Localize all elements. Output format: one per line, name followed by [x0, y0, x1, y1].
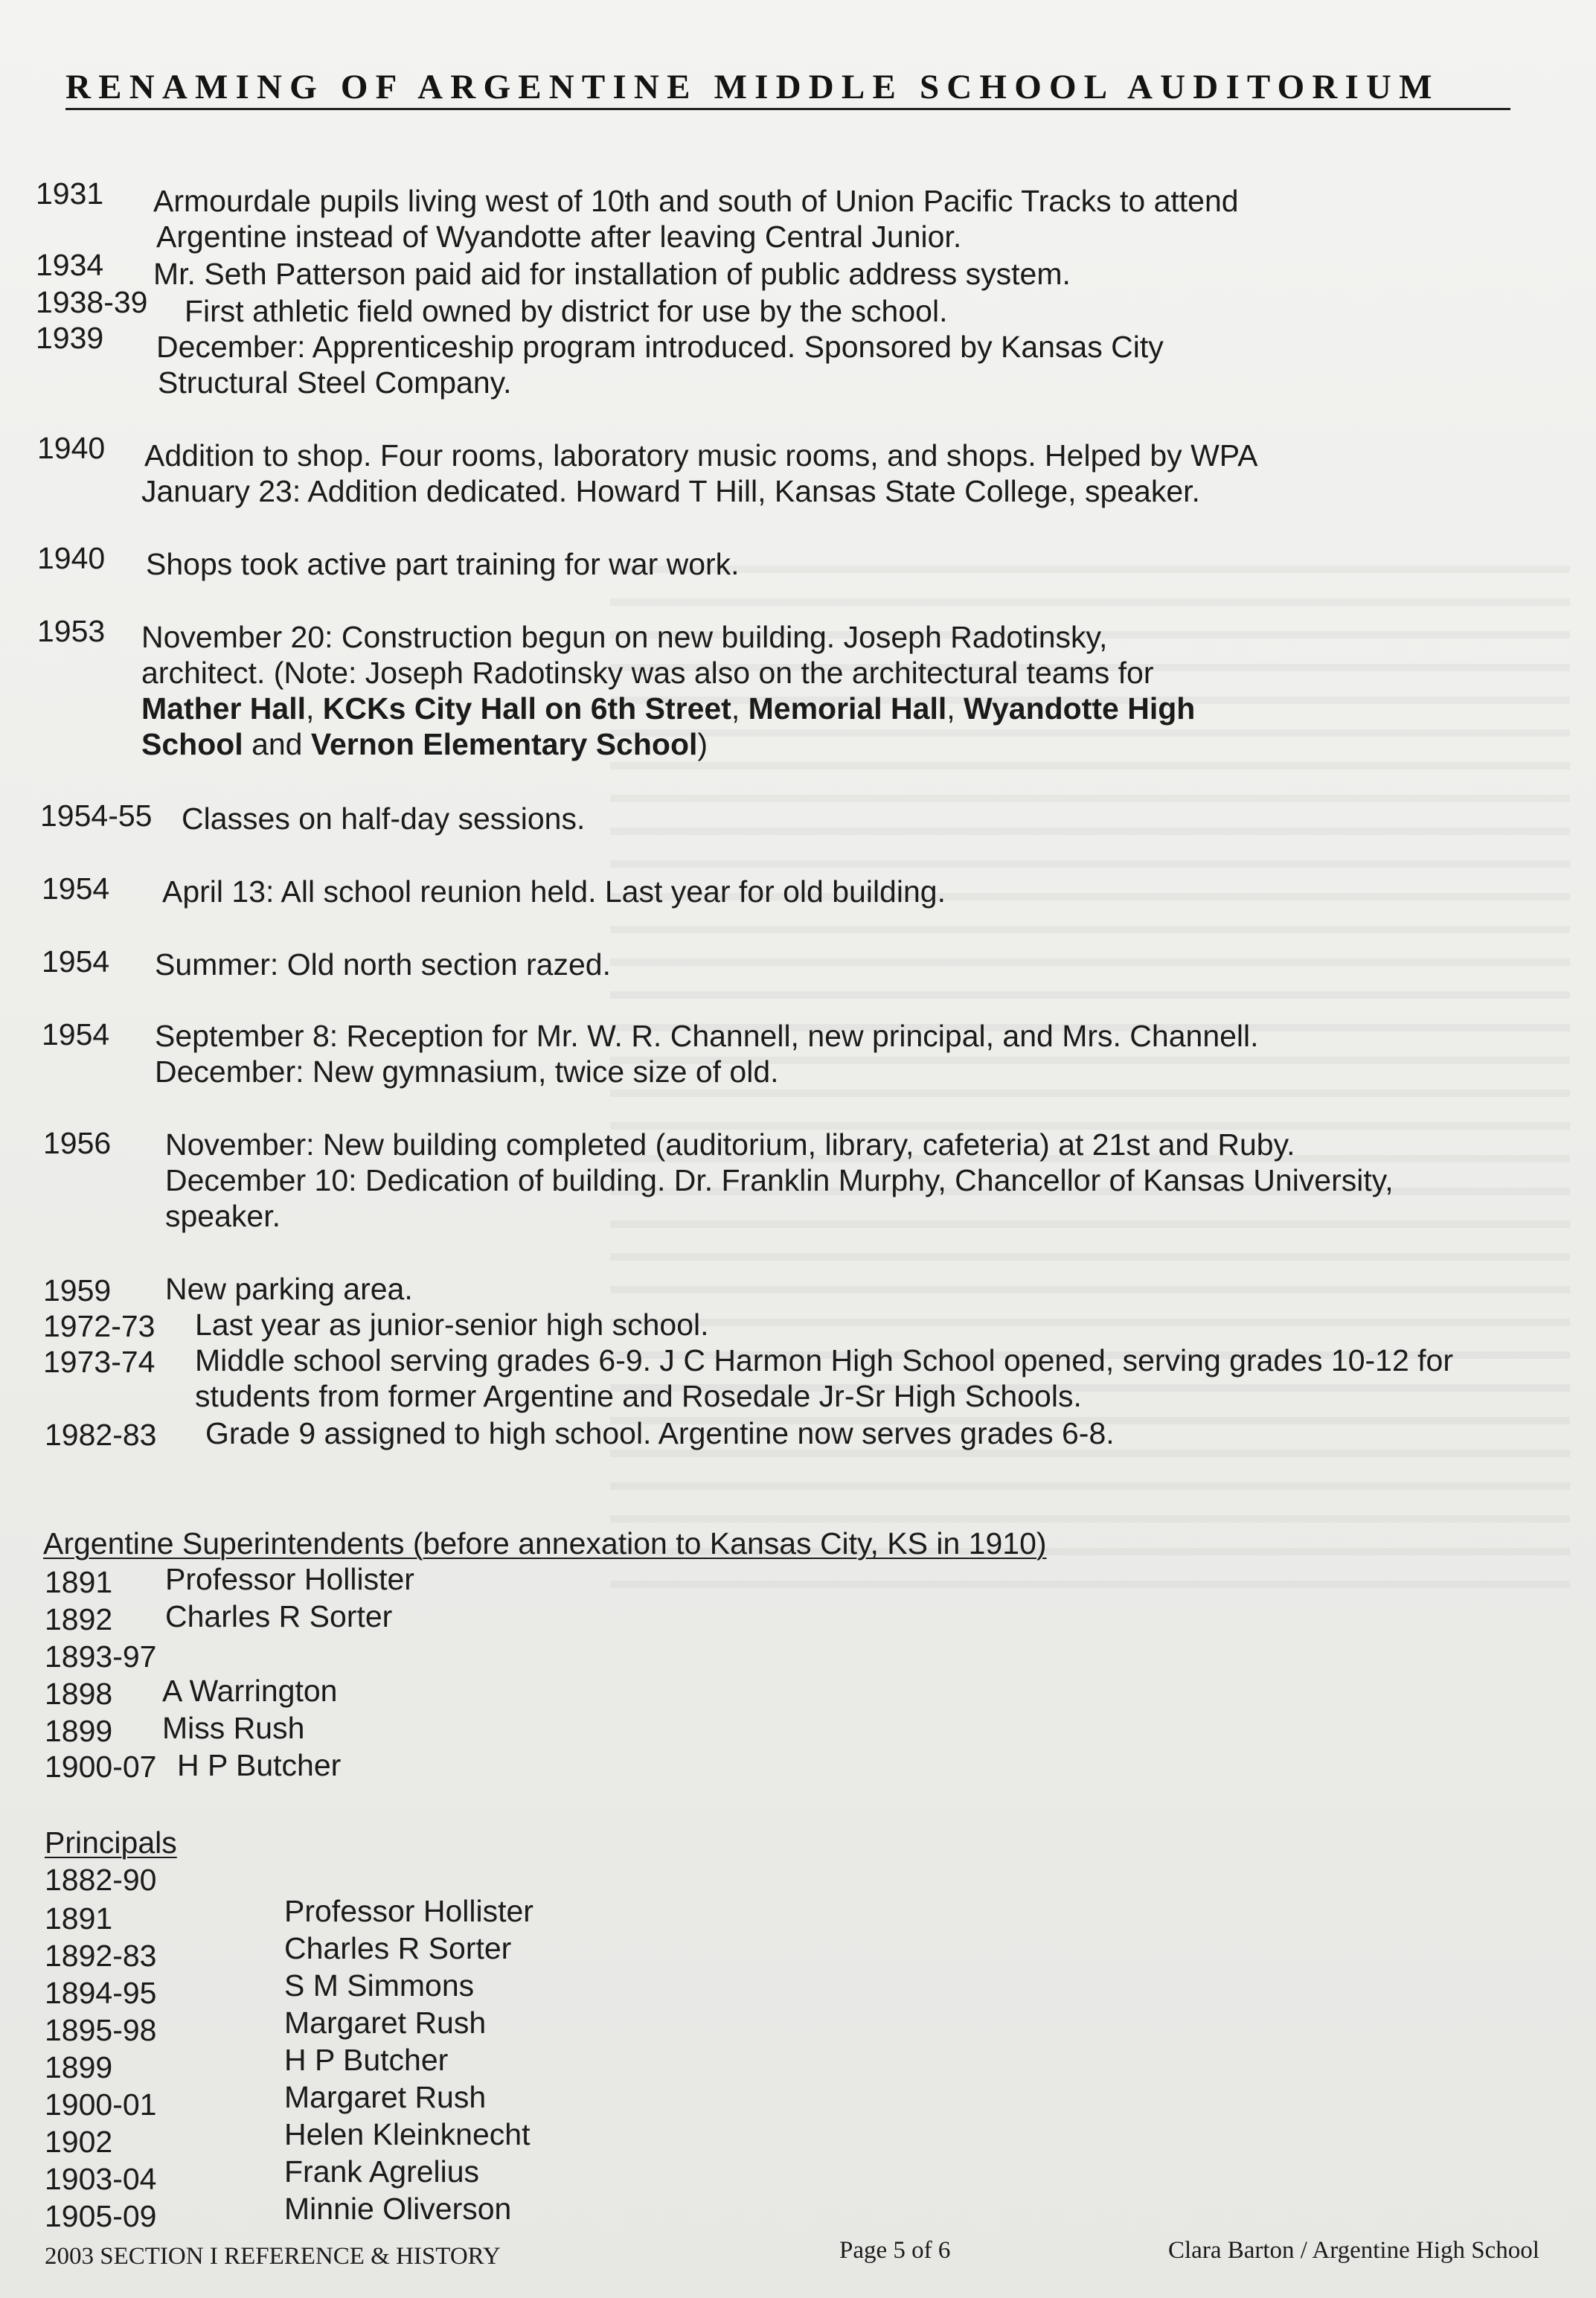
timeline-year: 1954	[42, 1017, 110, 1052]
timeline-text	[141, 726, 708, 763]
timeline-text: January 23: Addition dedicated. Howard T Hill, Kansas State College, speaker.	[141, 474, 1200, 508]
timeline-text: Classes on half-day sessions.	[182, 801, 586, 836]
timeline-year: 1938-39	[36, 285, 148, 319]
superintendent-year: 1893-97	[45, 1639, 157, 1674]
timeline-year: 1931	[36, 176, 104, 211]
timeline-text: New parking area.	[165, 1272, 413, 1306]
superintendent-name: Charles R Sorter	[165, 1599, 393, 1633]
principal-year: 1902	[45, 2125, 113, 2159]
superintendents-heading: Argentine Superintendents (before annexation to Kansas City, KS in 1910)	[43, 1526, 1047, 1561]
superintendent-year: 1898	[45, 1677, 113, 1711]
timeline-year: 1959	[43, 1273, 112, 1308]
timeline-text	[141, 691, 1195, 727]
bold-building-name: Wyandotte High	[964, 691, 1196, 726]
superintendent-name: H P Butcher	[177, 1748, 342, 1782]
timeline-year: 1954	[42, 944, 110, 979]
timeline-year: 1954	[42, 871, 110, 906]
timeline-text: November 20: Construction begun on new building. Joseph Radotinsky,	[141, 620, 1108, 654]
timeline-text: Middle school serving grades 6-9. J C Harmon High School opened, serving grades 10-12 for	[195, 1343, 1454, 1377]
principal-year: 1895-98	[45, 2013, 157, 2047]
timeline-year: 1940	[37, 541, 106, 575]
timeline-year: 1939	[36, 321, 104, 355]
principal-year: 1891	[45, 1901, 113, 1936]
timeline-text: November: New building completed (auditorium, library, cafeteria) at 21st and Ruby.	[165, 1127, 1295, 1162]
timeline-text: September 8: Reception for Mr. W. R. Channell, new principal, and Mrs. Channell.	[155, 1019, 1259, 1053]
timeline-text: First athletic field owned by district for use by the school.	[185, 294, 948, 328]
separator: ,	[946, 691, 964, 726]
timeline-text: architect. (Note: Joseph Radotinsky was also on the architectural teams for	[141, 656, 1154, 690]
timeline-year: 1954-55	[40, 798, 153, 833]
separator: ,	[306, 691, 323, 726]
bold-building-name: Memorial Hall	[748, 691, 947, 726]
principal-year: 1903-04	[45, 2162, 157, 2196]
timeline-text: December: Apprenticeship program introduced. Sponsored by Kansas City	[156, 330, 1164, 364]
timeline-text: speaker.	[165, 1199, 281, 1233]
principal-year: 1894-95	[45, 1976, 157, 2010]
timeline-text: Mr. Seth Patterson paid aid for installation of public address system.	[153, 257, 1071, 291]
separator: ,	[731, 691, 749, 726]
timeline-year: 1956	[43, 1126, 112, 1160]
timeline-text: Last year as junior-senior high school.	[195, 1308, 709, 1342]
bold-building-name: KCKs City Hall on 6th Street	[322, 691, 731, 726]
bold-building-name: Vernon Elementary School	[310, 727, 698, 761]
principal-name: Professor Hollister	[284, 1894, 533, 1928]
principal-name: H P Butcher	[284, 2043, 449, 2077]
principal-year: 1899	[45, 2050, 113, 2084]
superintendent-year: 1899	[45, 1714, 113, 1748]
timeline-year: 1982-83	[45, 1418, 157, 1452]
principal-year: 1905-09	[45, 2199, 157, 2233]
principal-name: Margaret Rush	[284, 2080, 487, 2114]
principal-name: Frank Agrelius	[284, 2154, 480, 2189]
timeline-text: Structural Steel Company.	[158, 365, 512, 400]
principal-name: S M Simmons	[284, 1968, 475, 2003]
footer-page-number: Page 5 of 6	[839, 2237, 951, 2264]
timeline-year: 1953	[37, 614, 106, 648]
footer-school: Clara Barton / Argentine High School	[1168, 2237, 1539, 2264]
principal-name: Minnie Oliverson	[284, 2192, 512, 2226]
timeline-text: Argentine instead of Wyandotte after leaving Central Junior.	[156, 220, 962, 254]
page-title: RENAMING OF ARGENTINE MIDDLE SCHOOL AUDITORIUM	[65, 67, 1510, 110]
superintendent-year: 1892	[45, 1602, 113, 1636]
conjunction: and	[243, 727, 311, 761]
footer-section: 2003 SECTION I REFERENCE & HISTORY	[45, 2243, 501, 2270]
timeline-text: December: New gymnasium, twice size of old.	[155, 1054, 779, 1089]
timeline-year: 1972-73	[43, 1309, 156, 1343]
principals-heading: Principals	[45, 1825, 177, 1860]
timeline-text: April 13: All school reunion held. Last year for old building.	[162, 874, 946, 909]
timeline-text: Grade 9 assigned to high school. Argentine now serves grades 6-8.	[205, 1416, 1115, 1450]
principal-name: Margaret Rush	[284, 2006, 487, 2040]
superintendent-name: Professor Hollister	[165, 1562, 414, 1596]
superintendent-year: 1891	[45, 1565, 113, 1599]
principal-year: 1882-90	[45, 1863, 157, 1897]
timeline-year: 1940	[37, 431, 106, 465]
bold-building-name: School	[141, 727, 243, 761]
timeline-text: Summer: Old north section razed.	[155, 947, 611, 982]
superintendent-year: 1900-07	[45, 1750, 157, 1784]
timeline-text: Addition to shop. Four rooms, laboratory music rooms, and shops. Helped by WPA	[144, 438, 1258, 473]
superintendent-name: Miss Rush	[162, 1711, 305, 1745]
timeline-text: December 10: Dedication of building. Dr. Franklin Murphy, Chancellor of Kansas University,	[165, 1163, 1394, 1197]
timeline-year: 1973-74	[43, 1345, 156, 1379]
timeline-year: 1934	[36, 248, 104, 282]
principal-name: Charles R Sorter	[284, 1931, 512, 1965]
timeline-text: Shops took active part training for war work.	[146, 547, 740, 581]
closing-paren: )	[697, 727, 708, 761]
timeline-text: Armourdale pupils living west of 10th and south of Union Pacific Tracks to attend	[153, 184, 1239, 218]
principal-name: Helen Kleinknecht	[284, 2117, 531, 2151]
superintendent-name: A Warrington	[162, 1674, 338, 1708]
principal-year: 1892-83	[45, 1939, 157, 1973]
timeline-text: students from former Argentine and Rosedale Jr-Sr High Schools.	[195, 1379, 1082, 1413]
bold-building-name: Mather Hall	[141, 691, 306, 726]
principal-year: 1900-01	[45, 2087, 157, 2122]
